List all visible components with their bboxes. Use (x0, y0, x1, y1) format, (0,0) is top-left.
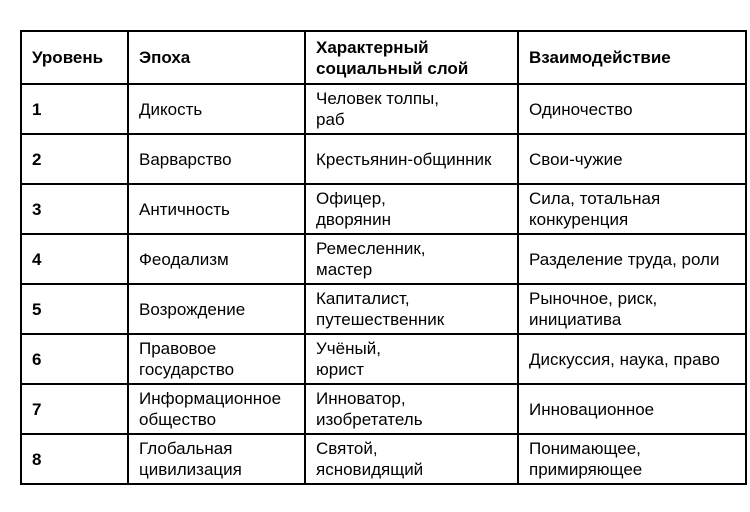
header-epoch: Эпоха (128, 31, 305, 84)
social-layer-cell: Капиталист, путешественник (305, 284, 518, 334)
epoch-cell: Информационное общество (128, 384, 305, 434)
epoch-cell: Глобальная цивилизация (128, 434, 305, 484)
epoch-cell: Правовое государство (128, 334, 305, 384)
interaction-cell: Дискуссия, наука, право (518, 334, 746, 384)
level-cell: 6 (21, 334, 128, 384)
interaction-cell: Инновационное (518, 384, 746, 434)
header-interaction: Взаимодействие (518, 31, 746, 84)
epoch-cell: Возрождение (128, 284, 305, 334)
table-row (21, 84, 746, 134)
interaction-cell: Сила, тотальная конкуренция (518, 184, 746, 234)
epoch-cell: Дикость (128, 84, 305, 134)
interaction-cell: Свои-чужие (518, 134, 746, 184)
social-layer-cell: Офицер, дворянин (305, 184, 518, 234)
interaction-cell: Понимающее, примиряющее (518, 434, 746, 484)
table-row (21, 334, 746, 384)
epoch-cell: Античность (128, 184, 305, 234)
table-row (21, 184, 746, 234)
level-cell: 2 (21, 134, 128, 184)
table-row (21, 134, 746, 184)
civilization-levels-table (20, 30, 747, 485)
table-row (21, 234, 746, 284)
social-layer-cell: Инноватор, изобретатель (305, 384, 518, 434)
social-layer-cell: Учёный, юрист (305, 334, 518, 384)
table-row (21, 284, 746, 334)
header-social-layer: Характерный социальный слой (305, 31, 518, 84)
interaction-cell: Одиночество (518, 84, 746, 134)
social-layer-cell: Ремесленник, мастер (305, 234, 518, 284)
table-row (21, 384, 746, 434)
social-layer-cell: Человек толпы, раб (305, 84, 518, 134)
level-cell: 3 (21, 184, 128, 234)
header-level: Уровень (21, 31, 128, 84)
interaction-cell: Рыночное, риск, инициатива (518, 284, 746, 334)
epoch-cell: Феодализм (128, 234, 305, 284)
social-layer-cell: Святой, ясновидящий (305, 434, 518, 484)
level-cell: 7 (21, 384, 128, 434)
table-header-row (21, 31, 746, 84)
level-cell: 4 (21, 234, 128, 284)
level-cell: 8 (21, 434, 128, 484)
epoch-cell: Варварство (128, 134, 305, 184)
interaction-cell: Разделение труда, роли (518, 234, 746, 284)
level-cell: 5 (21, 284, 128, 334)
level-cell: 1 (21, 84, 128, 134)
social-layer-cell: Крестьянин-общинник (305, 134, 518, 184)
table-row (21, 434, 746, 484)
